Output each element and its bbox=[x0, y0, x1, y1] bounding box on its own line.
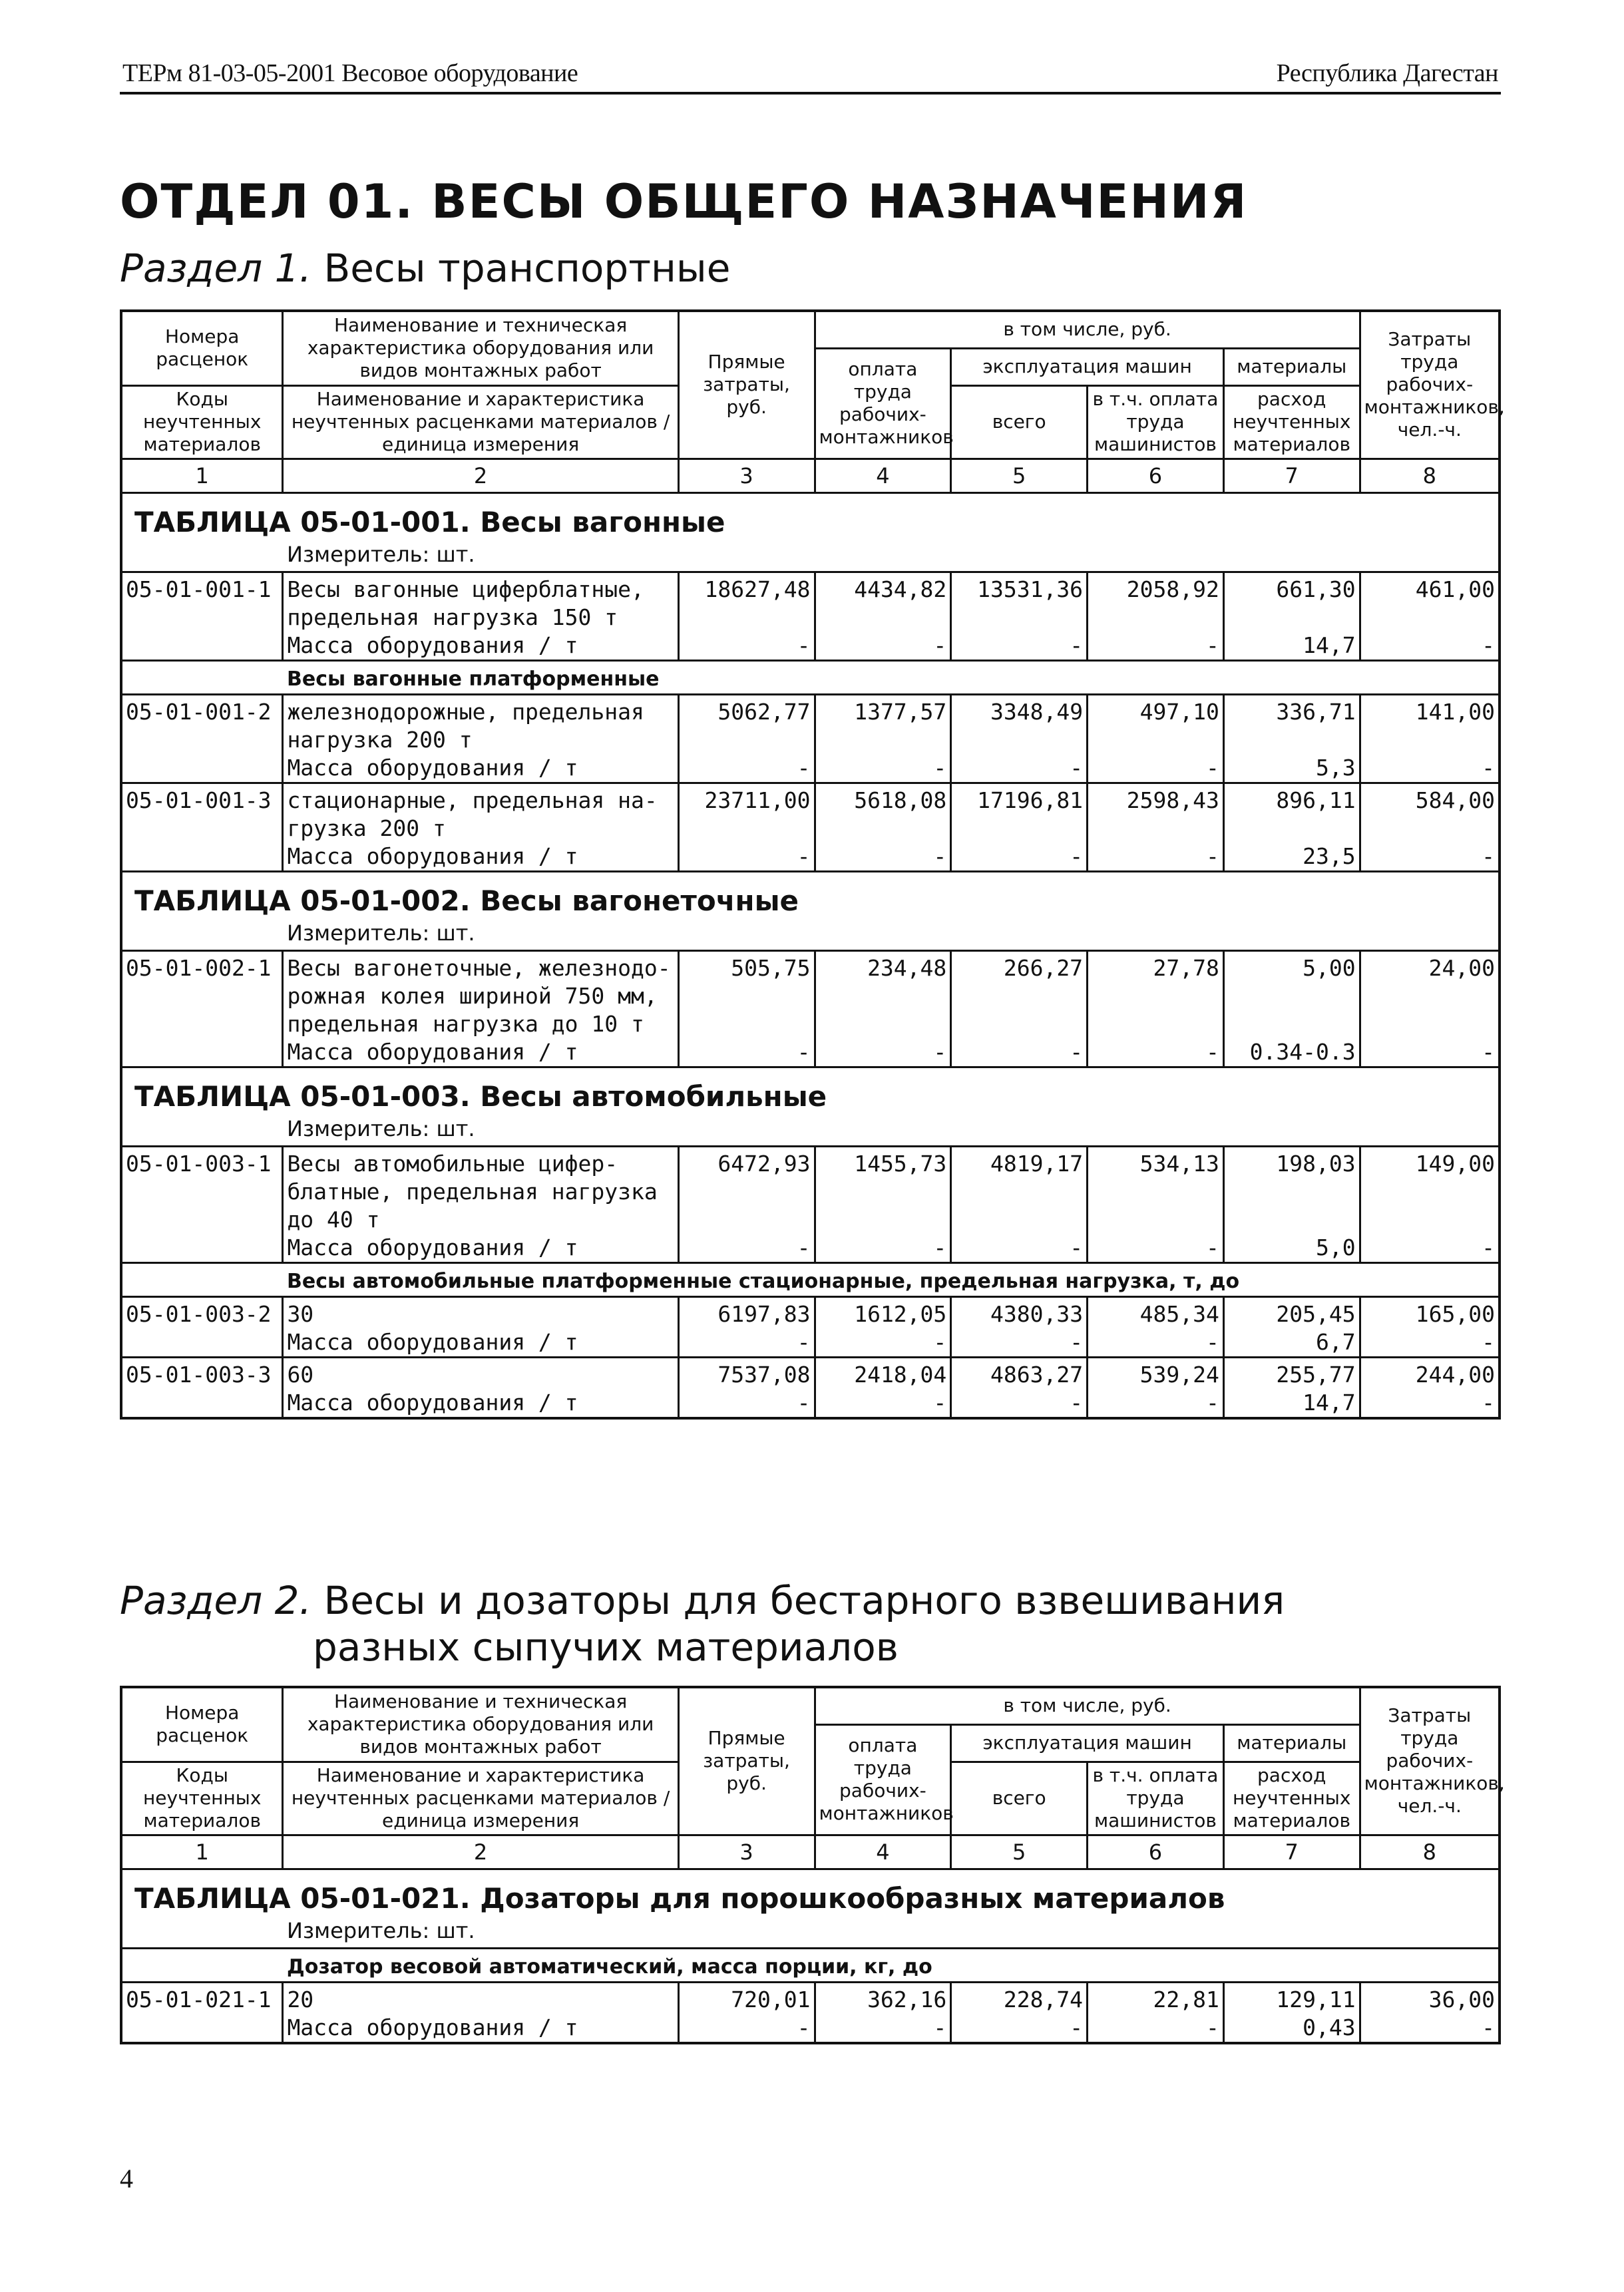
cost-value: 720,01 bbox=[731, 1986, 811, 2012]
cost-value: 27,78 bbox=[1153, 954, 1219, 981]
value-col-4 bbox=[815, 694, 951, 783]
table-row bbox=[121, 1357, 1500, 1418]
section-2-title bbox=[120, 1577, 1285, 1624]
item-name-line: 20 bbox=[287, 1986, 314, 2012]
column-number-3: 3 bbox=[678, 459, 815, 492]
value-col-5 bbox=[951, 783, 1088, 871]
cost-value: 534,13 bbox=[1139, 1150, 1219, 1177]
header-col4-wages: оплата труда рабочих-монтажников bbox=[815, 1724, 951, 1835]
value-col-4 bbox=[815, 572, 951, 660]
cost-value: 5062,77 bbox=[717, 698, 811, 725]
header-materials: материалы bbox=[1223, 348, 1360, 385]
mass-value: - bbox=[797, 843, 811, 869]
cost-value: 2418,04 bbox=[854, 1361, 947, 1388]
header-col4-wages: оплата труда рабочих-монтажников bbox=[815, 348, 951, 459]
unit-of-measure: Измеритель: шт. bbox=[287, 1115, 475, 1141]
mass-value: - bbox=[797, 632, 811, 658]
value-col-7 bbox=[1223, 1296, 1360, 1357]
cost-value: 4380,33 bbox=[990, 1300, 1084, 1327]
unit-of-measure: Измеритель: шт. bbox=[287, 1917, 475, 1943]
rate-code: 05-01-003-3 bbox=[121, 1357, 283, 1418]
table-row bbox=[121, 783, 1500, 871]
section-2-name-line1: Весы и дозаторы для бестарного взвешивания bbox=[323, 1578, 1285, 1623]
header-document-code: ТЕРм 81-03-05-2001 Весовое оборудование bbox=[122, 59, 578, 87]
column-number-2: 2 bbox=[283, 1835, 678, 1869]
item-name-line: грузка 200 т bbox=[287, 815, 446, 841]
value-col-4 bbox=[815, 1357, 951, 1418]
rate-code: 05-01-003-2 bbox=[121, 1296, 283, 1357]
mass-label: Масса оборудования / т bbox=[287, 1389, 578, 1416]
item-name-line: предельная нагрузка 150 т bbox=[287, 604, 618, 630]
item-name bbox=[283, 1357, 678, 1418]
column-number-5: 5 bbox=[951, 1835, 1088, 1869]
value-col-3 bbox=[678, 1296, 815, 1357]
mass-value: - bbox=[1482, 1234, 1495, 1260]
value-col-5 bbox=[951, 694, 1088, 783]
header-col1-rate-numbers: Номера расценок bbox=[156, 1702, 249, 1747]
mass-label: Масса оборудования / т bbox=[287, 754, 578, 781]
item-name-line: до 40 т bbox=[287, 1206, 380, 1233]
unit-of-measure: Измеритель: шт. bbox=[287, 541, 475, 567]
value-col-6 bbox=[1088, 694, 1224, 783]
item-name bbox=[283, 1296, 678, 1357]
mass-label: Масса оборудования / т bbox=[287, 1234, 578, 1260]
table-title: ТАБЛИЦА 05-01-001. Весы вагонные bbox=[121, 492, 1500, 540]
mass-value: - bbox=[1482, 1389, 1495, 1416]
section-2-title-line2: разных сыпучих материалов bbox=[313, 1624, 899, 1670]
header-col8-labour: Затраты труда рабочих-монтажников, чел.-ч. bbox=[1360, 311, 1500, 459]
item-name-line: Весы автомобильные цифер- bbox=[287, 1150, 618, 1177]
value-col-3 bbox=[678, 694, 815, 783]
cost-value: 141,00 bbox=[1415, 698, 1495, 725]
header-col1-material-codes: Коды неучтенных материалов bbox=[121, 385, 283, 459]
value-col-3 bbox=[678, 1982, 815, 2043]
item-name-line: Весы вагонные циферблатные, bbox=[287, 576, 644, 602]
cost-value: 255,77 bbox=[1276, 1361, 1356, 1388]
cost-value: 17196,81 bbox=[977, 787, 1084, 813]
page-header bbox=[120, 52, 1501, 95]
subheading: Весы автомобильные платформенные стационарные, предельная нагрузка, т, до bbox=[121, 1262, 1500, 1296]
value-col-5 bbox=[951, 1982, 1088, 2043]
table-title: ТАБЛИЦА 05-01-003. Весы автомобильные bbox=[121, 1067, 1500, 1115]
cost-value: 6472,93 bbox=[717, 1150, 811, 1177]
rates-table-section-2 bbox=[120, 1686, 1505, 2044]
rate-code: 05-01-003-1 bbox=[121, 1146, 283, 1262]
value-col-5 bbox=[951, 950, 1088, 1067]
header-including: в том числе, руб. bbox=[815, 311, 1360, 348]
subheading: Весы вагонные платформенные bbox=[121, 660, 1500, 694]
mass-value: - bbox=[1070, 843, 1084, 869]
mass-value: - bbox=[797, 1038, 811, 1065]
mass-value: 0,43 bbox=[1303, 2014, 1356, 2040]
cost-value: 505,75 bbox=[731, 954, 811, 981]
cost-value: 13531,36 bbox=[977, 576, 1084, 602]
value-col-3 bbox=[678, 1357, 815, 1418]
cost-value: 7537,08 bbox=[717, 1361, 811, 1388]
header-region: Республика Дагестан bbox=[1276, 59, 1498, 87]
cost-value: 228,74 bbox=[1003, 1986, 1084, 2012]
header-col1-material-codes: Коды неучтенных материалов bbox=[121, 1762, 283, 1835]
value-col-5 bbox=[951, 572, 1088, 660]
column-number-1: 1 bbox=[121, 1835, 283, 1869]
cost-value: 362,16 bbox=[867, 1986, 947, 2012]
cost-value: 336,71 bbox=[1276, 698, 1356, 725]
value-col-3 bbox=[678, 783, 815, 871]
rates-table-section-1 bbox=[120, 309, 1505, 1420]
value-col-3 bbox=[678, 572, 815, 660]
value-col-7 bbox=[1223, 694, 1360, 783]
column-number-3: 3 bbox=[678, 1835, 815, 1869]
mass-label: Масса оборудования / т bbox=[287, 843, 578, 869]
header-col3-direct-costs: Прямые затраты, руб. bbox=[678, 1687, 815, 1835]
value-col-8 bbox=[1360, 1146, 1500, 1262]
item-name-line: стационарные, предельная на- bbox=[287, 787, 658, 813]
table-row bbox=[121, 1146, 1500, 1262]
mass-value: - bbox=[797, 1328, 811, 1355]
cost-value: 129,11 bbox=[1276, 1986, 1356, 2012]
mass-value: - bbox=[1205, 1328, 1219, 1355]
value-col-3 bbox=[678, 1146, 815, 1262]
header-col7-material-use: расход неучтенных материалов bbox=[1223, 385, 1360, 459]
value-col-4 bbox=[815, 1982, 951, 2043]
cost-value: 24,00 bbox=[1428, 954, 1495, 981]
value-col-7 bbox=[1223, 1146, 1360, 1262]
column-number-6: 6 bbox=[1088, 1835, 1224, 1869]
mass-value: - bbox=[1482, 1328, 1495, 1355]
mass-value: - bbox=[797, 2014, 811, 2040]
mass-value: - bbox=[1482, 2014, 1495, 2040]
mass-value: - bbox=[1482, 632, 1495, 658]
subheading: Дозатор весовой автоматический, масса порции, кг, до bbox=[121, 1948, 1500, 1982]
cost-value: 4819,17 bbox=[990, 1150, 1084, 1177]
cost-value: 896,11 bbox=[1276, 787, 1356, 813]
item-name-line: 30 bbox=[287, 1300, 314, 1327]
mass-value: - bbox=[933, 1389, 947, 1416]
cost-value: 5,00 bbox=[1303, 954, 1356, 981]
cost-value: 4434,82 bbox=[854, 576, 947, 602]
cost-value: 205,45 bbox=[1276, 1300, 1356, 1327]
mass-value: 14,7 bbox=[1303, 632, 1356, 658]
mass-label: Масса оборудования / т bbox=[287, 632, 578, 658]
mass-label: Масса оборудования / т bbox=[287, 1038, 578, 1065]
item-name-line: рожная колея шириной 750 мм, bbox=[287, 982, 658, 1009]
mass-value: - bbox=[933, 1038, 947, 1065]
mass-value: - bbox=[1070, 1389, 1084, 1416]
table-row bbox=[121, 694, 1500, 783]
item-name-line: нагрузка 200 т bbox=[287, 726, 473, 753]
value-col-6 bbox=[1088, 1296, 1224, 1357]
header-col8-labour: Затраты труда рабочих-монтажников, чел.-ч. bbox=[1360, 1687, 1500, 1835]
cost-value: 461,00 bbox=[1415, 576, 1495, 602]
mass-value: - bbox=[933, 2014, 947, 2040]
cost-value: 584,00 bbox=[1415, 787, 1495, 813]
mass-value: 5,3 bbox=[1316, 754, 1356, 781]
mass-value: - bbox=[1070, 632, 1084, 658]
department-title: ОТДЕЛ 01. ВЕСЫ ОБЩЕГО НАЗНАЧЕНИЯ bbox=[120, 174, 1248, 229]
value-col-6 bbox=[1088, 950, 1224, 1067]
mass-value: - bbox=[1482, 754, 1495, 781]
cost-value: 244,00 bbox=[1415, 1361, 1495, 1388]
cost-value: 6197,83 bbox=[717, 1300, 811, 1327]
item-name bbox=[283, 950, 678, 1067]
value-col-5 bbox=[951, 1146, 1088, 1262]
cost-value: 5618,08 bbox=[854, 787, 947, 813]
item-name bbox=[283, 783, 678, 871]
header-machines: эксплуатация машин bbox=[951, 1724, 1224, 1762]
mass-value: - bbox=[933, 1234, 947, 1260]
value-col-8 bbox=[1360, 694, 1500, 783]
column-number-4: 4 bbox=[815, 459, 951, 492]
value-col-3 bbox=[678, 950, 815, 1067]
value-col-8 bbox=[1360, 1296, 1500, 1357]
value-col-5 bbox=[951, 1357, 1088, 1418]
value-col-6 bbox=[1088, 783, 1224, 871]
cost-value: 22,81 bbox=[1153, 1986, 1219, 2012]
item-name bbox=[283, 1982, 678, 2043]
mass-value: - bbox=[1205, 632, 1219, 658]
value-col-8 bbox=[1360, 1357, 1500, 1418]
item-name-line: предельная нагрузка до 10 т bbox=[287, 1010, 644, 1037]
column-number-5: 5 bbox=[951, 459, 1088, 492]
rate-code: 05-01-001-2 bbox=[121, 694, 283, 783]
header-col2-name: Наименование и техническая характеристика оборудования или видов монтажных работ bbox=[283, 1687, 678, 1762]
column-number-6: 6 bbox=[1088, 459, 1224, 492]
cost-value: 4863,27 bbox=[990, 1361, 1084, 1388]
cost-value: 266,27 bbox=[1003, 954, 1084, 981]
table-row bbox=[121, 572, 1500, 660]
value-col-4 bbox=[815, 950, 951, 1067]
rate-code: 05-01-002-1 bbox=[121, 950, 283, 1067]
mass-value: - bbox=[1070, 1038, 1084, 1065]
section-1-name: Весы транспортные bbox=[323, 246, 731, 291]
cost-value: 1455,73 bbox=[854, 1150, 947, 1177]
table-title: ТАБЛИЦА 05-01-021. Дозаторы для порошкообразных материалов bbox=[121, 1869, 1500, 1917]
header-col6-operator-wages: в т.ч. оплата труда машинистов bbox=[1088, 1762, 1224, 1835]
value-col-6 bbox=[1088, 1357, 1224, 1418]
cost-value: 234,48 bbox=[867, 954, 947, 981]
header-materials: материалы bbox=[1223, 1724, 1360, 1762]
mass-value: 6,7 bbox=[1316, 1328, 1356, 1355]
header-col3-direct-costs: Прямые затраты, руб. bbox=[678, 311, 815, 459]
table-row bbox=[121, 1982, 1500, 2043]
item-name-line: железнодорожные, предельная bbox=[287, 698, 644, 725]
mass-value: - bbox=[1205, 2014, 1219, 2040]
cost-value: 23711,00 bbox=[704, 787, 811, 813]
cost-value: 497,10 bbox=[1139, 698, 1219, 725]
header-col1-rate-numbers: Номера расценок bbox=[156, 325, 249, 371]
column-number-2: 2 bbox=[283, 459, 678, 492]
mass-value: - bbox=[1205, 1389, 1219, 1416]
value-col-6 bbox=[1088, 1146, 1224, 1262]
item-name bbox=[283, 1146, 678, 1262]
column-number-8: 8 bbox=[1360, 459, 1500, 492]
value-col-8 bbox=[1360, 1982, 1500, 2043]
column-number-7: 7 bbox=[1223, 459, 1360, 492]
header-col5-total: всего bbox=[951, 1762, 1088, 1835]
item-name-line: блатные, предельная нагрузка bbox=[287, 1178, 658, 1205]
section-1-title bbox=[120, 245, 730, 291]
mass-value: - bbox=[1482, 1038, 1495, 1065]
item-name-line: 60 bbox=[287, 1361, 314, 1388]
mass-value: - bbox=[1205, 754, 1219, 781]
mass-value: - bbox=[933, 632, 947, 658]
cost-value: 1612,05 bbox=[854, 1300, 947, 1327]
value-col-6 bbox=[1088, 1982, 1224, 2043]
table-row bbox=[121, 950, 1500, 1067]
mass-value: 14,7 bbox=[1303, 1389, 1356, 1416]
mass-value: 5,0 bbox=[1316, 1234, 1356, 1260]
value-col-7 bbox=[1223, 1357, 1360, 1418]
rate-code: 05-01-021-1 bbox=[121, 1982, 283, 2043]
mass-value: - bbox=[1482, 843, 1495, 869]
value-col-7 bbox=[1223, 783, 1360, 871]
value-col-8 bbox=[1360, 950, 1500, 1067]
mass-value: - bbox=[933, 1328, 947, 1355]
column-number-7: 7 bbox=[1223, 1835, 1360, 1869]
mass-value: - bbox=[1205, 843, 1219, 869]
cost-value: 3348,49 bbox=[990, 698, 1084, 725]
mass-value: - bbox=[1205, 1234, 1219, 1260]
header-col2-name: Наименование и техническая характеристика оборудования или видов монтажных работ bbox=[283, 311, 678, 385]
cost-value: 198,03 bbox=[1276, 1150, 1356, 1177]
mass-value: - bbox=[1070, 2014, 1084, 2040]
cost-value: 661,30 bbox=[1276, 576, 1356, 602]
value-col-6 bbox=[1088, 572, 1224, 660]
value-col-8 bbox=[1360, 783, 1500, 871]
rate-code: 05-01-001-1 bbox=[121, 572, 283, 660]
mass-value: 0.34-0.3 bbox=[1249, 1038, 1356, 1065]
section-1-prefix: Раздел 1. bbox=[120, 246, 311, 291]
mass-value: - bbox=[797, 754, 811, 781]
mass-value: - bbox=[797, 1389, 811, 1416]
item-name bbox=[283, 694, 678, 783]
mass-value: - bbox=[1070, 1328, 1084, 1355]
cost-value: 485,34 bbox=[1139, 1300, 1219, 1327]
table-title: ТАБЛИЦА 05-01-002. Весы вагонеточные bbox=[121, 871, 1500, 919]
value-col-4 bbox=[815, 1146, 951, 1262]
value-col-5 bbox=[951, 1296, 1088, 1357]
value-col-4 bbox=[815, 1296, 951, 1357]
section-2-prefix: Раздел 2. bbox=[120, 1578, 311, 1623]
value-col-8 bbox=[1360, 572, 1500, 660]
item-name-line: Весы вагонеточные, железнодо- bbox=[287, 954, 671, 981]
value-col-7 bbox=[1223, 1982, 1360, 2043]
cost-value: 18627,48 bbox=[704, 576, 811, 602]
mass-label: Масса оборудования / т bbox=[287, 2014, 578, 2040]
header-col7-material-use: расход неучтенных материалов bbox=[1223, 1762, 1360, 1835]
value-col-7 bbox=[1223, 950, 1360, 1067]
unit-of-measure: Измеритель: шт. bbox=[287, 920, 475, 946]
mass-label: Масса оборудования / т bbox=[287, 1328, 578, 1355]
mass-value: - bbox=[933, 754, 947, 781]
cost-value: 149,00 bbox=[1415, 1150, 1495, 1177]
header-col2-materials-name: Наименование и характеристика неучтенных расценками материалов / единица измерения bbox=[283, 1762, 678, 1835]
column-number-4: 4 bbox=[815, 1835, 951, 1869]
rate-code: 05-01-001-3 bbox=[121, 783, 283, 871]
value-col-7 bbox=[1223, 572, 1360, 660]
mass-value: - bbox=[1205, 1038, 1219, 1065]
cost-value: 2598,43 bbox=[1126, 787, 1219, 813]
header-col6-operator-wages: в т.ч. оплата труда машинистов bbox=[1088, 385, 1224, 459]
mass-value: - bbox=[797, 1234, 811, 1260]
table-row bbox=[121, 1296, 1500, 1357]
cost-value: 165,00 bbox=[1415, 1300, 1495, 1327]
cost-value: 2058,92 bbox=[1126, 576, 1219, 602]
item-name bbox=[283, 572, 678, 660]
cost-value: 1377,57 bbox=[854, 698, 947, 725]
page-number: 4 bbox=[120, 2164, 133, 2194]
value-col-4 bbox=[815, 783, 951, 871]
mass-value: - bbox=[1070, 1234, 1084, 1260]
mass-value: 23,5 bbox=[1303, 843, 1356, 869]
cost-value: 539,24 bbox=[1139, 1361, 1219, 1388]
column-number-8: 8 bbox=[1360, 1835, 1500, 1869]
header-col2-materials-name: Наименование и характеристика неучтенных расценками материалов / единица измерения bbox=[283, 385, 678, 459]
column-number-1: 1 bbox=[121, 459, 283, 492]
mass-value: - bbox=[1070, 754, 1084, 781]
header-col5-total: всего bbox=[951, 385, 1088, 459]
mass-value: - bbox=[933, 843, 947, 869]
header-including: в том числе, руб. bbox=[815, 1687, 1360, 1724]
header-machines: эксплуатация машин bbox=[951, 348, 1224, 385]
cost-value: 36,00 bbox=[1428, 1986, 1495, 2012]
